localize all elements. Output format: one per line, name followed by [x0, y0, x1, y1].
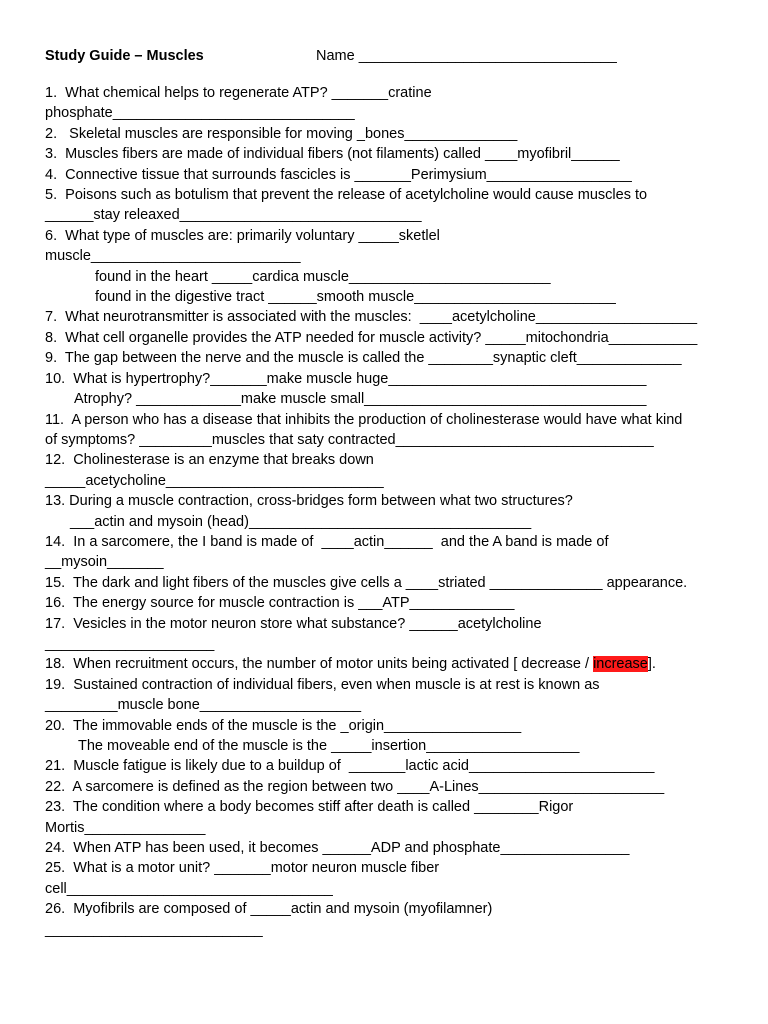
highlighted-answer: increase [593, 656, 648, 673]
header [45, 46, 735, 67]
question-15: 15. The dark and light fibers of the muscles give cells a ____striated ______________ appearance. [45, 574, 688, 591]
question-6-line-2: muscle__________________________ [45, 248, 301, 265]
question-21: 21. Muscle fatigue is likely due to a buildup of _______lactic acid_______________________ [45, 758, 655, 775]
question-20-moveable: The moveable end of the muscle is the _____insertion___________________ [78, 738, 580, 754]
question-1-line-2: phosphate______________________________ [45, 105, 355, 122]
question-4: 4. Connective tissue that surrounds fascicles is _______Perimysium__________________ [45, 166, 632, 183]
question-6-line-1: 6. What type of muscles are: primarily voluntary _____sketlel [45, 227, 440, 244]
question-25-line-1: 25. What is a motor unit? _______motor neuron muscle fiber [45, 860, 440, 877]
question-14-line-1: 14. In a sarcomere, the I band is made of ____actin______ and the A band is made of [45, 533, 609, 550]
question-18-text: 18. When recruitment occurs, the number of motor units being activated [ decrease / [45, 656, 594, 673]
question-20-immovable: 20. The immovable ends of the muscle is the _origin_________________ [45, 717, 522, 734]
question-6-digestive: found in the digestive tract ______smooth muscle_________________________ [95, 289, 616, 306]
question-10-hypertrophy: 10. What is hypertrophy?_______make muscle huge________________________________ [45, 370, 647, 387]
question-16: 16. The energy source for muscle contraction is ___ATP_____________ [45, 595, 515, 612]
question-22: 22. A sarcomere is defined as the region between two ____A-Lines_______________________ [45, 778, 665, 795]
question-5-line-2: ______stay releaxed______________________________ [45, 207, 422, 224]
question-18-end: ]. [647, 656, 656, 673]
question-10-atrophy: Atrophy? _____________make muscle small___________________________________ [74, 391, 647, 408]
question-1-line-1: 1. What chemical helps to regenerate ATP? _______cratine [45, 85, 432, 101]
question-23-line-2: Mortis_______________ [45, 819, 206, 836]
question-17-line-2: _____________________ [45, 635, 215, 652]
question-13-line-2: ___actin and mysoin (head)___________________________________ [70, 513, 532, 530]
question-3: 3. Muscles fibers are made of individual fibers (not filaments) called ____myofibril______ [45, 146, 620, 163]
page-title: Study Guide – Muscles [45, 48, 204, 64]
question-6-heart: found in the heart _____cardica muscle_________________________ [95, 268, 551, 285]
question-2: 2. Skeletal muscles are responsible for moving _bones______________ [45, 125, 518, 142]
question-17-line-1: 17. Vesicles in the motor neuron store what substance? ______acetylcholine [45, 615, 542, 632]
question-23-line-1: 23. The condition where a body becomes stiff after death is called ________Rigor [45, 799, 574, 816]
name-field: Name ________________________________ [316, 48, 617, 64]
question-24: 24. When ATP has been used, it becomes ______ADP and phosphate________________ [45, 840, 630, 857]
question-12-line-2: _____acetycholine___________________________ [45, 472, 384, 489]
question-13-line-1: 13. During a muscle contraction, cross-bridges form between what two structures? [45, 493, 573, 510]
question-12-line-1: 12. Cholinesterase is an enzyme that breaks down [45, 452, 374, 469]
question-26-line-2: ___________________________ [45, 921, 263, 938]
study-guide-page [45, 46, 735, 940]
question-26-line-1: 26. Myofibrils are composed of _____actin and mysoin (myofilamner) [45, 901, 493, 918]
question-11-line-2: of symptoms? _________muscles that saty contracted________________________________ [45, 431, 654, 448]
question-5-line-1: 5. Poisons such as botulism that prevent the release of acetylcholine would cause muscles to [45, 187, 648, 204]
question-19-line-1: 19. Sustained contraction of individual fibers, even when muscle is at rest is known as [45, 676, 600, 693]
question-18 [45, 654, 735, 674]
question-8: 8. What cell organelle provides the ATP needed for muscle activity? _____mitochondria___________ [45, 329, 698, 346]
question-7: 7. What neurotransmitter is associated with the muscles: ____acetylcholine____________________ [45, 309, 698, 326]
question-11-line-1: 11. A person who has a disease that inhibits the production of cholinesterase would have what kind [45, 411, 683, 428]
question-14-line-2: __mysoin_______ [45, 554, 164, 571]
question-25-line-2: cell_________________________________ [45, 880, 333, 897]
question-19-line-2: _________muscle bone____________________ [45, 697, 362, 714]
question-9: 9. The gap between the nerve and the muscle is called the ________synaptic cleft_____________ [45, 350, 682, 367]
